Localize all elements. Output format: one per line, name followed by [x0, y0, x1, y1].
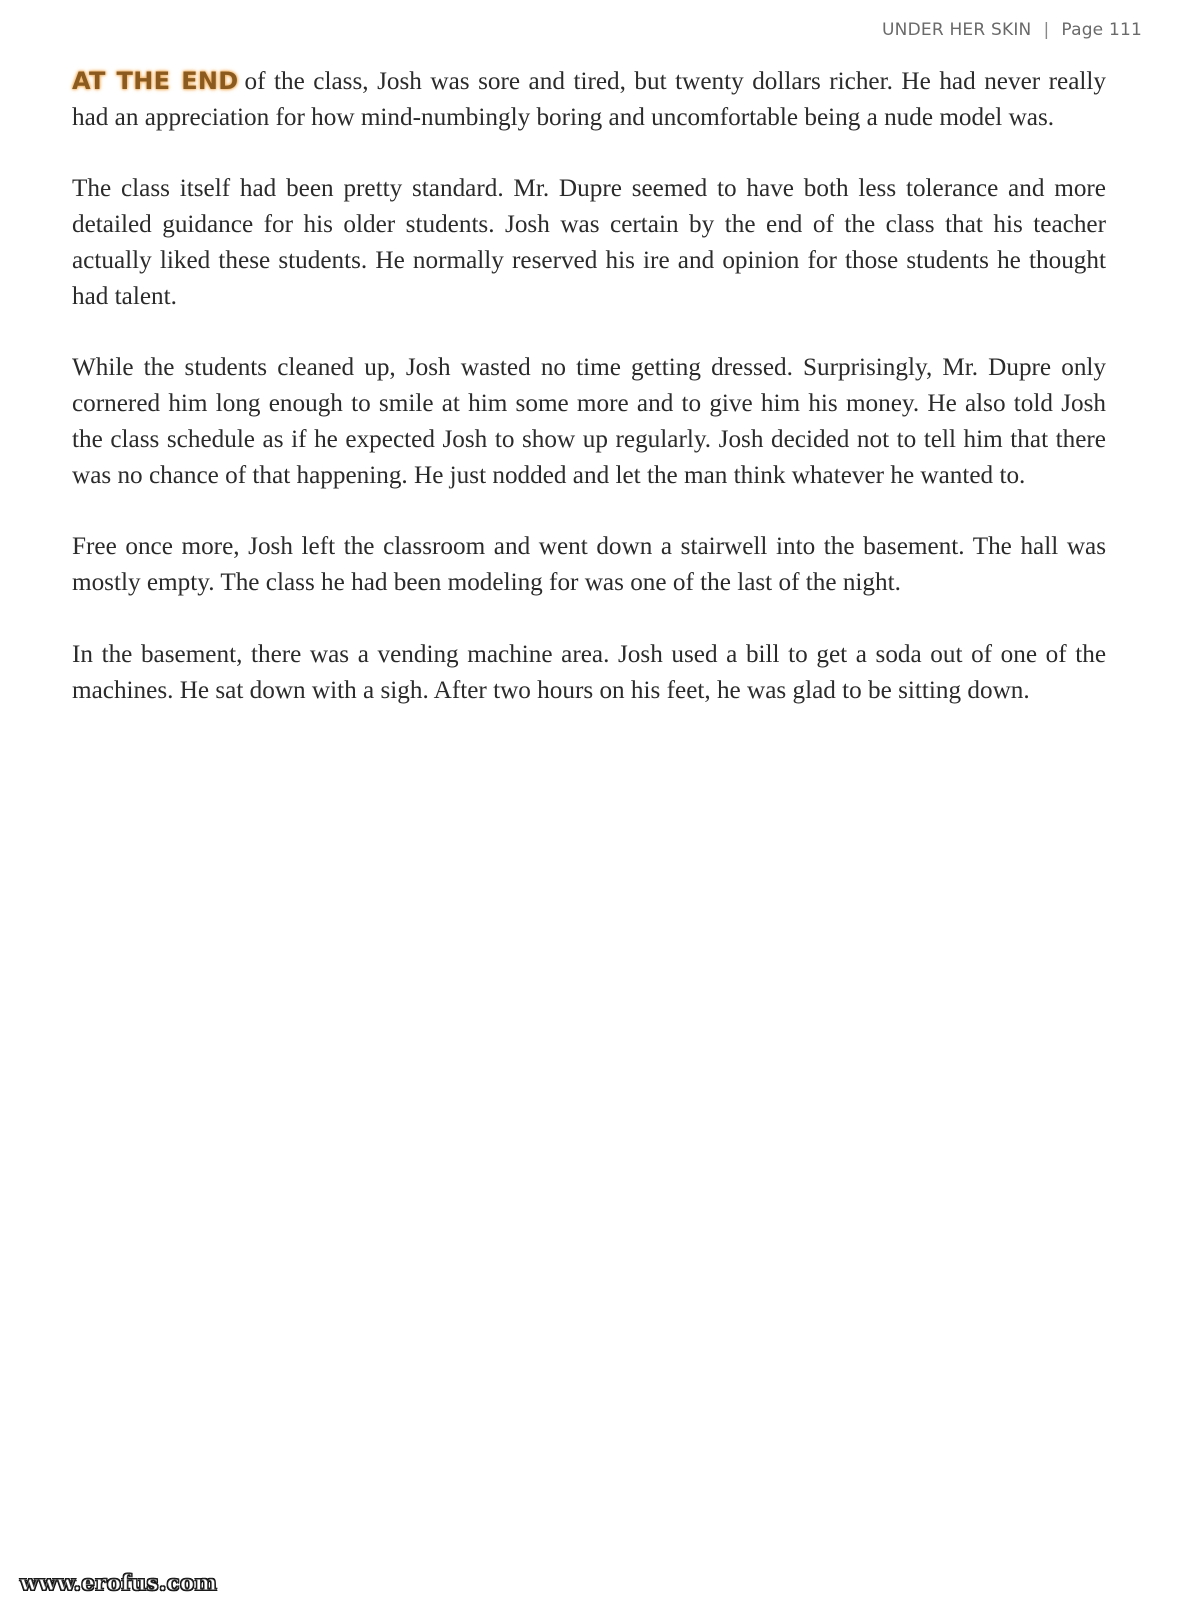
lead-in-heading: AT THE END [72, 67, 239, 95]
book-title: UNDER HER SKIN [882, 20, 1032, 40]
page-number: Page 111 [1061, 20, 1142, 40]
paragraph-4: Free once more, Josh left the classroom and went down a stairwell into the basement. The hall was mostly empty. The class he had been modeling for was one of the last of the night. [72, 533, 1106, 597]
header-separator: | [1043, 20, 1050, 40]
site-watermark: www.erofus.com [20, 1570, 218, 1595]
paragraph-5: In the basement, there was a vending machine area. Josh used a bill to get a soda out of one of the machines. He sat down with a sigh. After two hours on his feet, he was glad to be sitting down. [72, 640, 1106, 704]
paragraph-1-text: of the class, Josh was sore and tired, but twenty dollars richer. He had never really had an appreciation for how mind-numbingly boring and uncomfortable being a nude model was. [72, 68, 1107, 131]
chapter-body [72, 64, 1106, 744]
paragraph-1 [72, 64, 1106, 136]
paragraph-3: While the students cleaned up, Josh wasted no time getting dressed. Surprisingly, Mr. Dupre only cornered him long enough to smile at him some more and to give him his money. He also told Josh the class schedule as if he expected Josh to show up regularly. Josh decided not to tell him that there was no chance of that happening. He just nodded and let the man think whatever he wanted to. [72, 354, 1106, 489]
running-header [882, 20, 1142, 40]
paragraph-2: The class itself had been pretty standard. Mr. Dupre seemed to have both less tolerance and more detailed guidance for his older students. Josh was certain by the end of the class that his teacher actually liked these students. He normally reserved his ire and opinion for those students he thought had talent. [72, 175, 1106, 310]
